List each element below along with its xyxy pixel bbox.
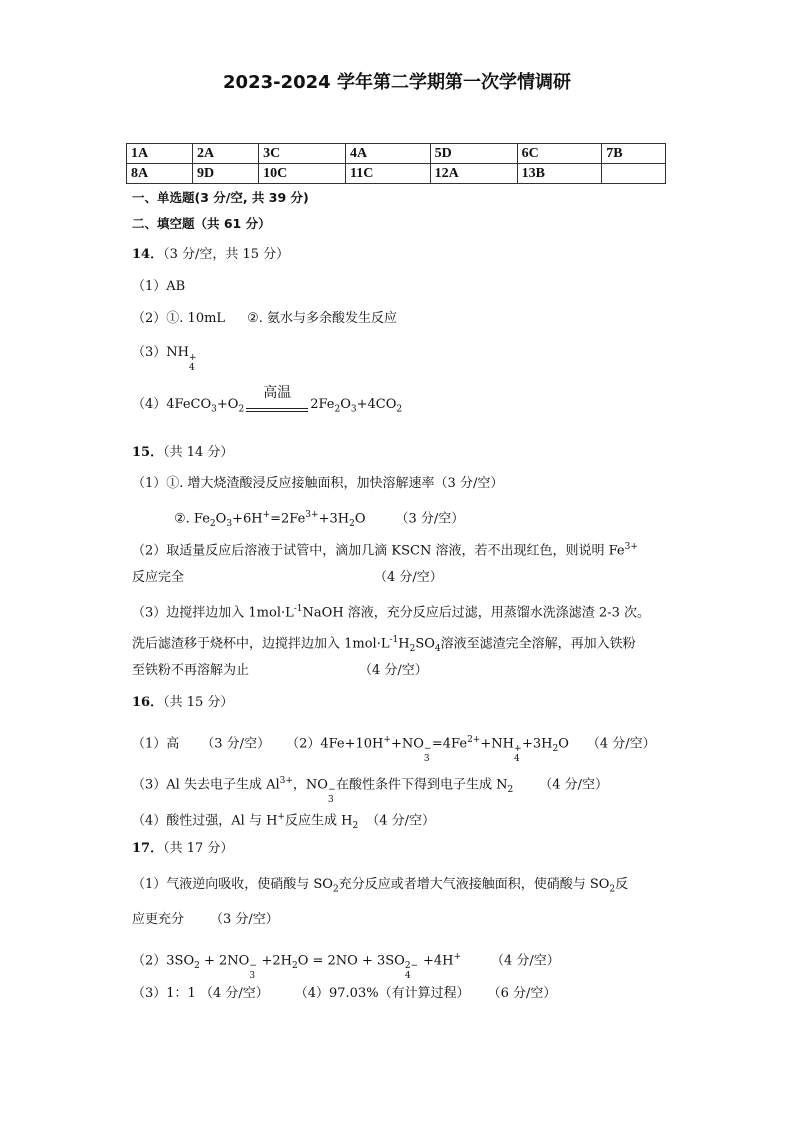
score-note: （4 分/空） xyxy=(374,570,443,585)
eq-text: O xyxy=(558,736,569,752)
subscript: 3 xyxy=(249,971,256,982)
eq-text: O = 2NO + 3SO xyxy=(297,953,405,969)
answer-text: 充分反应或者增大气液接触面积，使硝酸与 SO xyxy=(338,877,610,892)
eq-text: +NO xyxy=(390,736,424,752)
answer-table xyxy=(126,143,666,184)
subscript: 3 xyxy=(327,795,334,806)
q14-answer-2 xyxy=(132,310,397,328)
superscript: + xyxy=(513,744,522,755)
answer-text: 应更充分 xyxy=(132,912,185,927)
eq-text: +4CO xyxy=(356,397,397,412)
table-cell: 1A xyxy=(127,144,193,164)
eq-text: +6H xyxy=(232,511,263,527)
score-note: （3 分/空） xyxy=(395,511,465,527)
eq-text: O xyxy=(215,511,227,527)
table-cell: 6C xyxy=(517,144,602,164)
answer-text: 反应生成 H xyxy=(284,813,353,829)
table-cell: 12A xyxy=(430,164,517,184)
q16-answer-3 xyxy=(132,772,609,806)
score-note: （4 分/空） xyxy=(539,777,609,793)
answer-text: 洗后滤渣移于烧杯中，边搅拌边加入 1mol·L xyxy=(132,636,390,652)
table-cell: 4A xyxy=(346,144,431,164)
table-cell: 9D xyxy=(193,164,259,184)
answer-text: 在酸性条件下得到电子生成 N xyxy=(335,777,508,793)
question-score-note: （共 17 分） xyxy=(163,841,234,856)
subscript: 2 xyxy=(552,743,559,754)
table-row xyxy=(127,144,666,164)
subscript: 4 xyxy=(404,971,411,982)
superscript: 3+ xyxy=(624,542,638,552)
q14-answer-1: （1）AB xyxy=(132,279,186,294)
subscript: 3 xyxy=(226,518,233,529)
superscript: 2+ xyxy=(467,735,481,745)
answer-text: 溶液至滤渣完全溶解，再加入铁粉 xyxy=(440,636,636,652)
reaction-condition-arrow xyxy=(246,384,308,412)
question-number: 15． xyxy=(132,445,164,460)
subscript: 2 xyxy=(352,820,359,831)
answer-text: （4）酸性过强，Al 与 H xyxy=(132,813,278,829)
score-note: （3 分/空） xyxy=(210,912,279,927)
q17-answer-2-equation xyxy=(132,948,560,982)
table-cell: 7B xyxy=(602,144,666,164)
answer-text: ，NO xyxy=(292,777,328,793)
answer-text: NaOH 溶液，充分反应后过滤，用蒸馏水洗涤滤渣 2-3 次。 xyxy=(302,605,650,621)
answer-text: （3）NH xyxy=(132,345,189,360)
score-note: （4 分/空） xyxy=(586,736,656,752)
eq-text: 2Fe xyxy=(310,397,335,412)
eq-text: +O xyxy=(216,397,239,412)
answer-text: SO xyxy=(415,636,435,652)
subscript: 3 xyxy=(350,404,357,415)
table-cell: 5D xyxy=(430,144,517,164)
superscript: + xyxy=(262,510,271,520)
eq-text: +NH xyxy=(480,736,514,752)
subscript: 4 xyxy=(434,643,441,654)
score-note: （4 分/空） xyxy=(366,813,435,829)
eq-text: （2）3SO xyxy=(132,953,195,969)
q15-answer-1: （1）①. 增大烧渣酸浸反应接触面积，加快溶解速率（3 分/空） xyxy=(132,476,504,491)
table-row xyxy=(127,164,666,184)
eq-text: +4H xyxy=(418,953,454,969)
question-score-note: （共 15 分） xyxy=(163,695,234,710)
eq-text: （2）4Fe+10H xyxy=(286,736,384,752)
eq-text: =2Fe xyxy=(270,511,306,527)
q16-answer-1-2 xyxy=(132,731,656,765)
q17-answer-3-4 xyxy=(132,985,556,1003)
eq-text: +3H xyxy=(521,736,553,752)
subscript: 2 xyxy=(209,518,216,529)
answer-text: 反 xyxy=(615,877,629,892)
superscript: -1 xyxy=(293,604,303,614)
superscript: + xyxy=(453,952,461,962)
superscript: 3+ xyxy=(305,510,319,520)
table-cell: 8A xyxy=(127,164,193,184)
subscript: 2 xyxy=(238,404,245,415)
superscript: + xyxy=(383,735,391,745)
superscript: − xyxy=(249,961,257,972)
q15-answer-3-cont xyxy=(132,631,636,658)
answer-text: （3）边搅拌边加入 1mol·L xyxy=(132,605,294,621)
eq-text: O xyxy=(354,511,366,527)
eq-text: （4）4FeCO xyxy=(132,397,212,412)
eq-text: +3H xyxy=(318,511,350,527)
subscript: 3 xyxy=(423,754,430,765)
subscript: 2 xyxy=(507,784,514,795)
answer-choice-1: ①. 10mL xyxy=(166,311,226,326)
subscript: 2 xyxy=(194,960,200,971)
question-number: 17． xyxy=(132,841,164,856)
superscript: + xyxy=(188,353,197,363)
score-note: （4 分/空） xyxy=(491,953,560,969)
table-cell xyxy=(602,164,666,184)
question-score-note: （3 分/空，共 15 分） xyxy=(163,247,290,262)
section-heading-fill-in: 二、填空题（共 61 分） xyxy=(132,216,271,231)
question-number: 14． xyxy=(132,247,164,262)
eq-text: O xyxy=(340,397,351,412)
subscript: 2 xyxy=(349,518,355,529)
question-15-header xyxy=(132,444,233,462)
q15-answer-3-end xyxy=(132,662,428,680)
eq-text: +2H xyxy=(257,953,292,969)
score-note: （4 分/空） xyxy=(359,663,428,678)
superscript: − xyxy=(327,785,336,796)
subscript: 4 xyxy=(188,363,195,373)
section-heading-single-choice: 一、单选题(3 分/空, 共 39 分) xyxy=(132,190,309,205)
reaction-condition: 高温 xyxy=(263,384,292,401)
superscript: − xyxy=(423,744,432,755)
subscript: 4 xyxy=(513,754,520,765)
question-number: 16． xyxy=(132,695,164,710)
eq-text: =4Fe xyxy=(431,736,468,752)
answer-text: （1）高 xyxy=(132,736,180,752)
answer-text: 至铁粉不再溶解为止 xyxy=(132,663,250,678)
q16-answer-4 xyxy=(132,808,435,835)
q15-answer-3 xyxy=(132,600,650,622)
answer-text: （1）气液逆向吸收，使硝酸与 SO xyxy=(132,877,333,892)
q14-answer-4-equation xyxy=(132,384,403,419)
q17-answer-1-cont xyxy=(132,911,279,929)
subscript: 2 xyxy=(609,884,616,895)
answer-text: （2）取适量反应后溶液于试管中，滴加几滴 KSCN 溶液，若不出现红色，则说明 Fe xyxy=(132,543,625,559)
score-note: （3 分/空） xyxy=(201,736,271,752)
answer-choice-2: ②. 氨水与多余酸发生反应 xyxy=(247,311,397,326)
answer-prefix: （2） xyxy=(132,311,167,326)
question-score-note: （共 14 分） xyxy=(163,445,234,460)
page-title: 2023-2024 学年第二学期第一次学情调研 xyxy=(223,72,571,93)
table-cell: 11C xyxy=(346,164,431,184)
subscript: 2 xyxy=(291,960,298,971)
table-cell: 3C xyxy=(259,144,346,164)
question-16-header xyxy=(132,694,233,712)
subscript: 2 xyxy=(332,884,339,895)
question-17-header xyxy=(132,840,233,858)
table-cell: 2A xyxy=(193,144,259,164)
superscript: + xyxy=(277,812,285,822)
table-cell: 13B xyxy=(517,164,602,184)
q15-answer-1-equation xyxy=(174,506,464,533)
subscript: 2 xyxy=(334,404,341,415)
answer-text: （3）Al 失去电子生成 Al xyxy=(132,777,280,793)
question-14-header xyxy=(132,246,289,264)
score-note: （6 分/空） xyxy=(487,986,557,1001)
answer-text: H xyxy=(398,636,410,652)
q14-answer-3 xyxy=(132,344,197,373)
eq-text: + 2NO xyxy=(199,953,250,969)
answer-text: 反应完全 xyxy=(132,570,185,585)
superscript: 2− xyxy=(404,961,419,972)
eq-text: ②. Fe xyxy=(174,511,210,527)
q17-answer-1 xyxy=(132,876,628,899)
subscript: 3 xyxy=(211,404,217,415)
q15-answer-2-cont xyxy=(132,569,443,587)
answer-text: （4）97.03%（有计算过程） xyxy=(294,986,470,1001)
table-cell: 10C xyxy=(259,164,346,184)
subscript: 2 xyxy=(396,404,403,415)
superscript: 3+ xyxy=(279,776,293,786)
answer-text: （3）1：1 （4 分/空） xyxy=(132,986,269,1001)
q15-answer-2 xyxy=(132,538,638,560)
subscript: 2 xyxy=(409,643,416,654)
superscript: -1 xyxy=(389,635,399,645)
